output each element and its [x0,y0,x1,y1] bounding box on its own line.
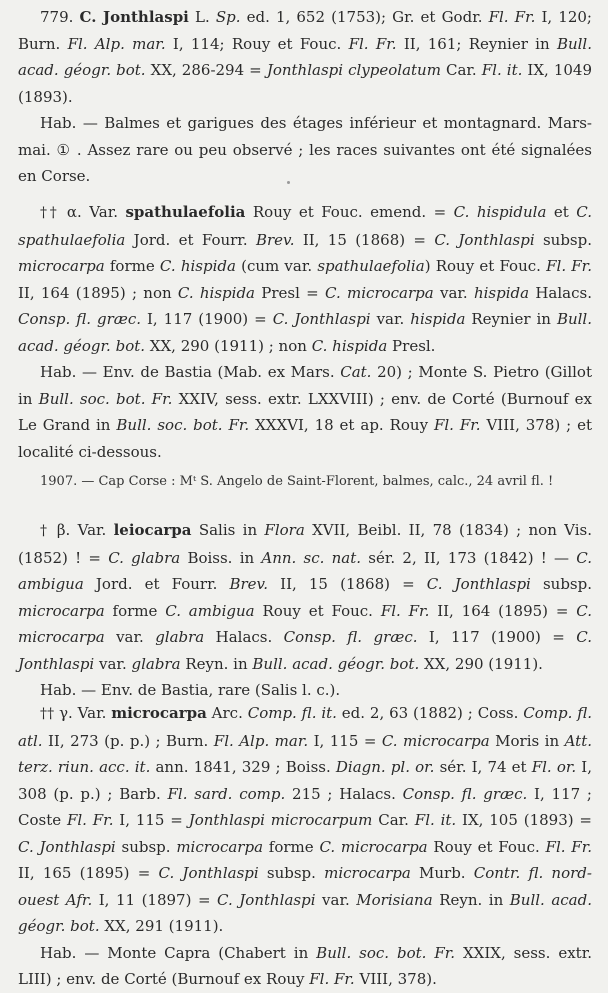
variety-letter: β. [56,521,71,539]
text-run: subsp. [115,837,177,856]
text-run: XXIV, sess. extr. LXXVIII) ; env. de Corté (Burnouf ex Le Grand in [18,389,592,434]
text-run: Hab. — Monte Capra (Chabert in [40,943,317,962]
italic-run: hispida [473,283,530,302]
text-run: I, 117 ; Coste [18,784,592,829]
italic-run: Jonthlaspi microcarpum [188,811,373,829]
bold-run: microcarpa [111,704,207,722]
text-run: var. [433,283,474,302]
italic-run: C. microcarpa [325,283,434,302]
text-run: var. [104,628,156,646]
text-run: ann. 1841, 329 ; Boiss. [150,758,336,776]
variety-gamma-synonymy [18,700,592,940]
text-run: Murb. [410,864,474,882]
text-run: XX, 291 (1911). [99,917,224,935]
text-run: Halacs. [529,283,592,302]
text-run: (cum var. [235,257,318,275]
variety-beta [18,517,592,704]
text-run: XX, 290 (1911) ; non [145,336,312,355]
text-run: Halacs. [204,628,284,646]
entry-number: 779. [40,8,74,26]
italic-run: Fl. Fr. [488,8,536,26]
text-run: forme [263,837,320,856]
text-run: Car. [372,811,415,829]
text-run: L. [188,8,216,26]
variety-alpha-text [18,203,592,355]
italic-run: C. Jonthlaspi [158,864,259,882]
italic-run: Comp. fl. atl. [18,704,592,750]
text-run: IX, 1049 (1893). [18,61,593,106]
italic-run: C. microcarpa [319,837,428,856]
text-run: subsp. [534,230,592,249]
italic-run: C. Jonthlaspi [426,575,531,593]
italic-run: Fl. Fr. [348,34,397,53]
italic-run: Bull. acad. géogr. bot. [18,34,592,79]
italic-run: hispida [410,310,466,328]
italic-run: microcarpa [18,601,105,620]
text-run: Rouy et Fouc. [427,837,546,856]
italic-run: Fl. Fr. [66,811,114,829]
italic-run: C. microcarpa [381,731,490,750]
text-run: I, 120; Burn. [18,8,592,53]
text-run: II, 164 (1895) ; non [18,283,178,302]
italic-run: Diagn. pl. or. [335,758,435,776]
italic-run: C. glabra [108,548,181,567]
italic-run: Contr. fl. nord-ouest Afr. [18,864,592,909]
text-run: II, 15 (1868) = [268,575,427,593]
italic-run: C. spathulaefolia [18,203,592,249]
italic-run: C. Jonthlaspi [217,890,316,909]
text-run: IX, 105 (1893) = [456,811,592,829]
text-run: Arc. [206,704,248,722]
text-run: Var. [81,203,126,221]
italic-run: Fl. Alp. mar. [213,731,309,750]
text-run: XXIX, sess. extr. LIII) ; env. de Corté (Burnouf ex Rouy [18,943,592,988]
text-run: Reyn. in [180,654,253,673]
text-run: et [546,203,577,221]
italic-run: Sp. [215,8,241,26]
variety-alpha [18,199,592,490]
italic-run: Jonthlaspi clypeolatum [266,61,441,79]
variety-alpha-habitat [18,359,592,465]
italic-run: C. Jonthlaspi [434,230,535,249]
collection-note: 1907. — Cap Corse : Mᵗ S. Angelo de Saint-Florent, balmes, calc., 24 avril fl. ! [40,474,554,489]
text-run: subsp. [258,864,325,882]
italic-run: Morisiana [356,890,433,909]
italic-run: C. Jonthlaspi [272,310,371,328]
variety-gamma-text [18,704,592,935]
text-run: ) Rouy et Fouc. [424,257,547,275]
text-run: VIII, 378) ; et localité ci-dessous. [18,416,593,461]
text-run: Jord. et Fourr. [125,230,256,249]
italic-run: Fl. Fr. [545,837,592,856]
italic-run: C. Jonthlaspi [18,628,592,673]
species-name: C. Jonthlaspi [79,8,189,26]
text-run: Var. [70,521,114,539]
italic-run: Bull. acad. géogr. bot. [18,890,592,935]
italic-run: Fl. Fr. [546,257,592,275]
text-run: ed. 1, 652 (1753); Gr. et Godr. [240,8,489,26]
variety-beta-text [18,521,592,673]
italic-run: Fl. or. [531,758,577,776]
text-run: I, 308 (p. p.) ; Barb. [18,758,592,803]
italic-run: C. hispida [159,257,236,275]
text-run: Reyn. in [432,890,510,909]
text-run: I, 117 (1900) = [141,310,273,328]
italic-run: Fl. it. [414,811,457,829]
italic-run: microcarpa [176,837,264,856]
bold-run: spathulaefolia [125,203,246,221]
variety-letter: α. [66,203,82,221]
italic-run: C. hispida [177,283,255,302]
text-run: var. [315,890,357,909]
italic-run: glabra [131,654,181,673]
italic-run: Bull. soc. bot. Fr. [116,416,250,434]
text-run: Rouy et Fouc. [254,601,381,620]
italic-run: Cat. [340,363,372,381]
double-dagger-mark: †† [40,205,60,221]
text-run: sér. I, 74 et [434,758,532,776]
text-run: Car. [440,61,482,79]
italic-run: Consp. fl. græc. [18,310,142,328]
text-run: Var. [72,704,112,722]
text-run: forme [104,257,160,275]
italic-run: Fl. Fr. [380,601,430,620]
variety-alpha-synonymy [18,199,592,359]
italic-run: Bull. acad. géogr. bot. [18,310,592,355]
bold-run: leiocarpa [113,521,192,539]
italic-run: C. hispidula [453,203,547,221]
entry-habitat: Hab. — Balmes et garigues des étages inférieur et montagnard. Mars-mai. ① . Assez rare ou peu observé ; les races suivantes ont été signalées en Corse. [18,114,592,185]
text-run: I, 11 (1897) = [92,890,218,909]
variety-gamma-habitat [18,940,592,993]
italic-run: Flora [264,521,305,539]
text-run: Presl = [255,283,326,302]
print-speck [287,181,290,184]
italic-run: Att. terz. riun. acc. it. [18,731,592,776]
variety-gamma [18,700,592,993]
italic-run: Bull. soc. bot. Fr. [316,943,456,962]
dagger-mark: † [40,523,50,539]
italic-run: Bull. soc. bot. Fr. [38,389,173,408]
italic-run: C. hispida [311,336,388,355]
italic-run: spathulaefolia [317,257,425,275]
italic-run: Fl. Alp. mar. [67,34,166,53]
text-run: II, 273 (p. p.) ; Burn. [42,731,214,750]
text-run: forme [104,601,166,620]
text-run: Hab. — Env. de Bastia (Mab. ex Mars. [40,363,341,381]
italic-run: Brev. [255,230,295,249]
text-run: Boiss. in [180,548,262,567]
italic-run: Fl. Fr. [433,416,481,434]
text-run: XX, 290 (1911). [419,654,543,673]
italic-run: Fl. sard. comp. [167,784,286,803]
italic-run: C. Jonthlaspi [18,837,116,856]
text-run: Jord. et Fourr. [83,575,230,593]
text-run: XVII, Beibl. II, 78 (1834) ; non Vis. (1852) ! = [18,521,592,567]
text-run: ed. 2, 63 (1882) ; Coss. [336,704,524,722]
italic-run: Brev. [229,575,269,593]
italic-run: C. ambigua [165,601,255,620]
text-run: II, 164 (1895) = [429,601,577,620]
text-run: II, 161; Reynier in [396,34,557,53]
text-run: XXXVI, 18 et ap. Rouy [249,416,434,434]
text-run: var. [370,310,411,328]
text-run: Salis in [191,521,265,539]
italic-run: Fl. it. [481,61,523,79]
text-run: 20) ; Monte S. Pietro (Gillot in [18,363,592,408]
text-run: Reynier in [465,310,557,328]
italic-run: C. microcarpa [18,601,593,646]
italic-run: Consp. fl. græc. [402,784,528,803]
text-run: VIII, 378). [354,970,437,988]
text-run: XX, 286-294 = [145,61,267,79]
variety-beta-synonymy [18,517,592,677]
text-run: subsp. [530,575,592,593]
italic-run: Fl. Fr. [309,970,355,988]
text-run: Presl. [387,336,436,355]
variety-beta-habitat: Hab. — Env. de Bastia, rare (Salis l. c.). [40,681,341,699]
italic-run: C. ambigua [18,548,593,593]
italic-run: Comp. fl. it. [247,704,337,722]
text-run: sér. 2, II, 173 (1842) ! — [361,548,577,567]
double-dagger-mark: †† [40,706,55,722]
text-run: Rouy et Fouc. emend. = [245,203,454,221]
entry-synonymy [18,4,592,110]
italic-run: Bull. acad. géogr. bot. [252,654,420,673]
italic-run: Consp. fl. græc. [283,628,418,646]
text-run: I, 114; Rouy et Fouc. [165,34,349,53]
italic-run: Ann. sc. nat. [261,548,362,567]
text-run: 215 ; Halacs. [285,784,403,803]
text-run: I, 115 = [113,811,189,829]
text-run: var. [94,654,132,673]
species-entry-779 [18,4,592,190]
text-run: II, 15 (1868) = [294,230,435,249]
text-run: I, 115 = [308,731,382,750]
variety-letter: γ. [59,704,73,722]
text-run: II, 165 (1895) = [18,864,159,882]
italic-run: glabra [155,628,205,646]
italic-run: microcarpa [18,257,105,275]
text-run: Moris in [489,731,565,750]
italic-run: microcarpa [324,864,411,882]
text-run: I, 117 (1900) = [417,628,577,646]
